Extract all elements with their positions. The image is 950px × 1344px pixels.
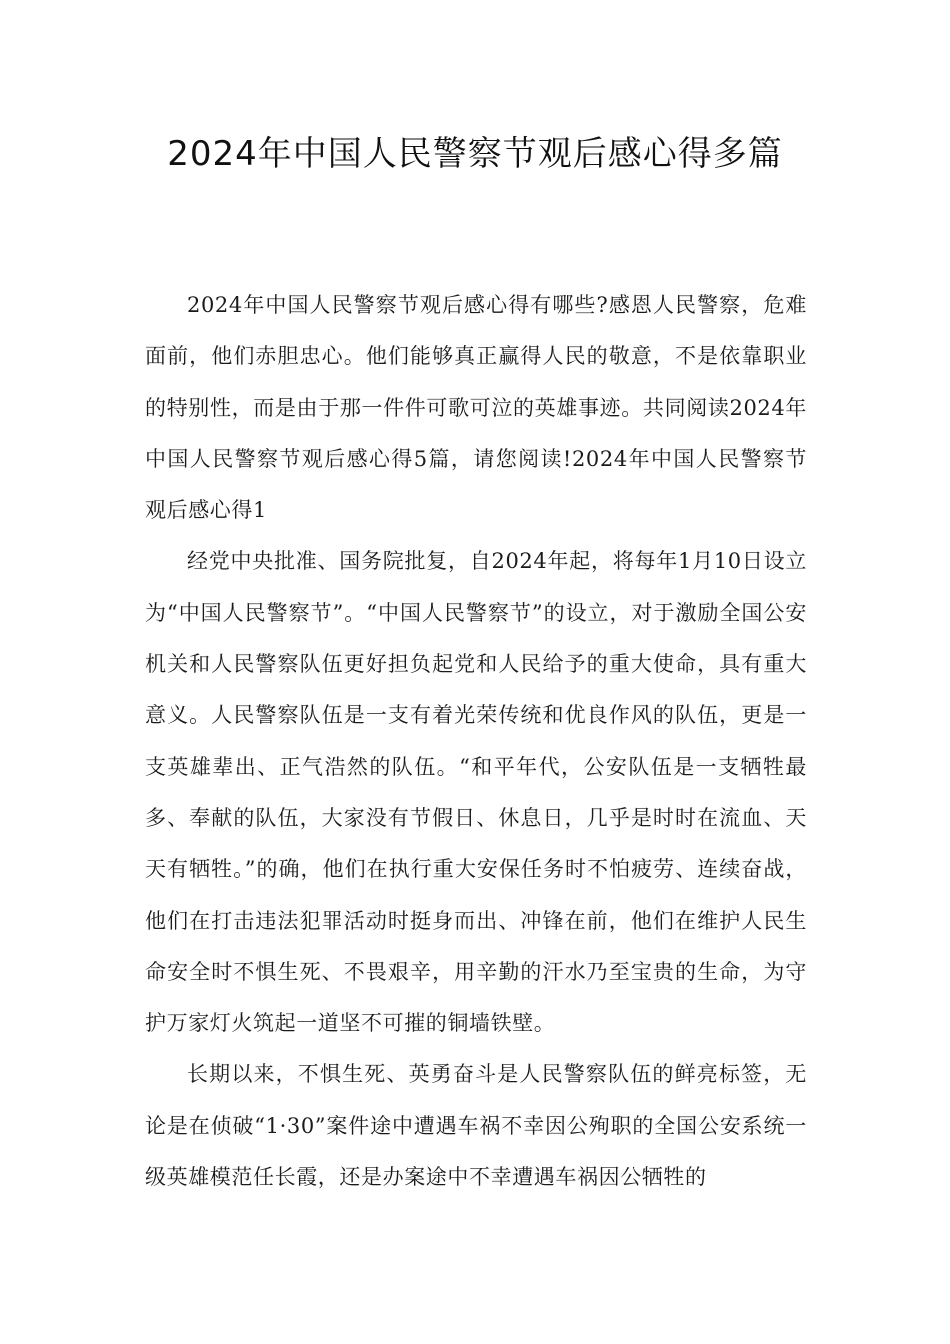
document-body — [145, 280, 807, 1203]
paragraph-heroes: 长期以来，不惧生死、英勇奋斗是人民警察队伍的鲜亮标签，无论是在侦破“1·30”案件途中遭遇车祸不幸因公殉职的全国公安系统一级英雄模范任长霞，还是办案途中不幸遭遇车祸因公牺牲的 — [145, 1062, 807, 1190]
paragraph-festival: 经党中央批准、国务院批复，自2024年起，将每年1月10日设立为“中国人民警察节”。“中国人民警察节”的设立，对于激励全国公安机关和人民警察队伍更好担负起党和人民给予的重大使命，具有重大意义。人民警察队伍是一支有着光荣传统和优良作风的队伍，更是一支英雄辈出、正气浩然的队伍。“和平年代，公安队伍是一支牺牲最多、奉献的队伍，大家没有节假日、休息日，几乎是时时在流血、天天有牺牲。”的确，他们在执行重大安保任务时不怕疲劳、连续奋战，他们在打击违法犯罪活动时挺身而出、冲锋在前，他们在维护人民生命安全时不惧生死、不畏艰辛，用辛勤的汗水乃至宝贵的生命，为守护万家灯火筑起一道坚不可摧的铜墙铁壁。 — [145, 549, 807, 1036]
document-title: 2024年中国人民警察节观后感心得多篇 — [167, 134, 783, 174]
paragraph-intro: 2024年中国人民警察节观后感心得有哪些?感恩人民警察，危难面前，他们赤胆忠心。他们能够真正赢得人民的敬意，不是依靠职业的特别性，而是由于那一件件可歌可泣的英雄事迹。共同阅读2024年中国人民警察节观后感心得5篇，请您阅读!2024年中国人民警察节观后感心得1 — [145, 293, 807, 523]
